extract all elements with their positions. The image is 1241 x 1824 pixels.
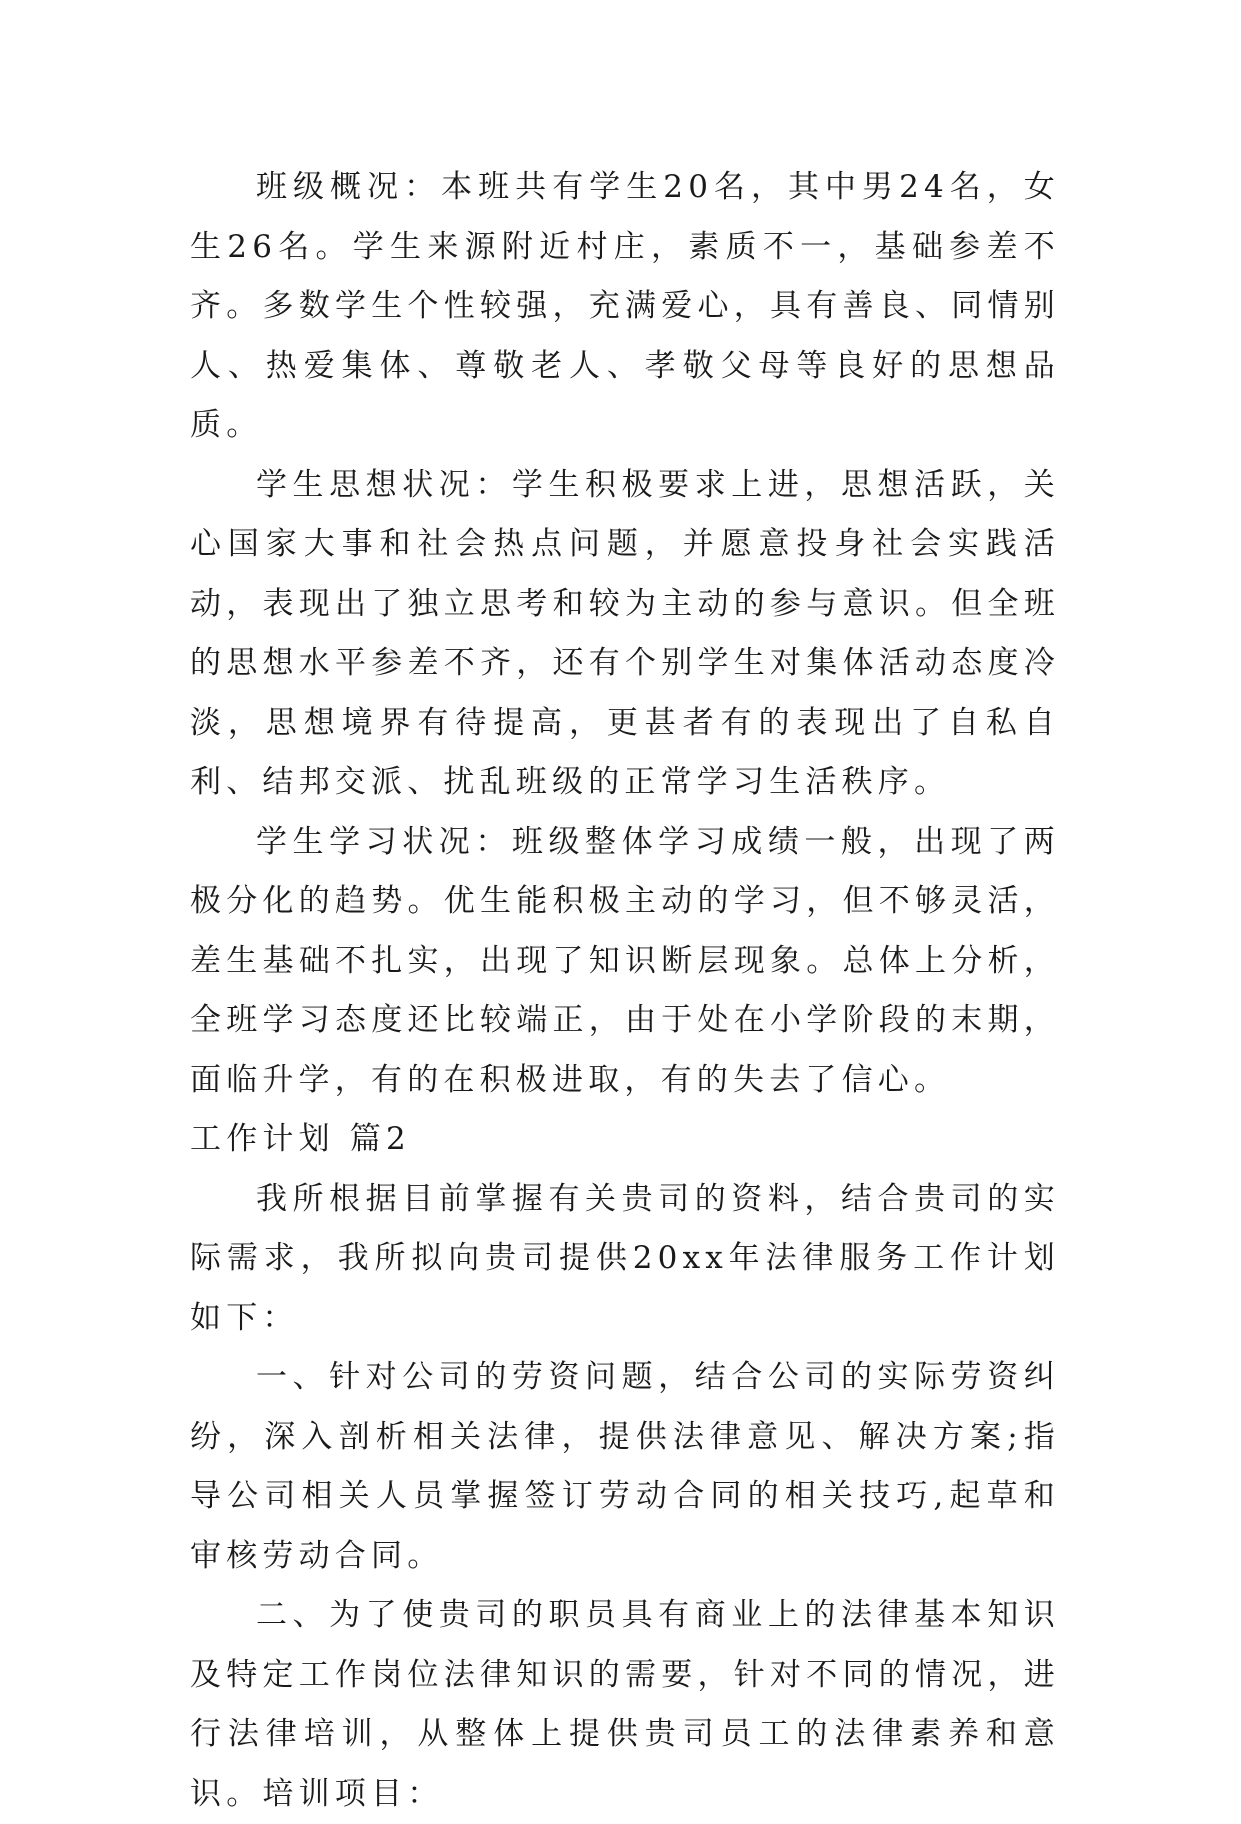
paragraph-student-thinking: 学生思想状况：学生积极要求上进，思想活跃，关心国家大事和社会热点问题，并愿意投身社会实践活动，表现出了独立思考和较为主动的参与意识。但全班的思想水平参差不齐，还有个别学生对集体活动态度冷淡，思想境界有待提高，更甚者有的表现出了自私自利、结邦交派、扰乱班级的正常学习生活秩序。 [190,466,1060,800]
paragraph-class-overview: 班级概况：本班共有学生20名，其中男24名，女生26名。学生来源附近村庄，素质不一，基础参差不齐。多数学生个性较强，充满爱心，具有善良、同情别人、热爱集体、尊敬老人、孝敬父母等良好的思想品质。 [190,169,1060,443]
paragraph-student-study: 学生学习状况：班级整体学习成绩一般，出现了两极分化的趋势。优生能积极主动的学习，但不够灵活，差生基础不扎实，出现了知识断层现象。总体上分析，全班学习态度还比较端正，由于处在小学阶段的末期，面临升学，有的在积极进取，有的失去了信心。 [190,823,1060,1098]
section-heading: 工作计划 篇2 [190,1121,411,1157]
document-body [190,158,1060,1824]
paragraph-plan-item-2: 二、为了使贵司的职员具有商业上的法律基本知识及特定工作岗位法律知识的需要，针对不同的情况，进行法律培训，从整体上提供贵司员工的法律素养和意识。培训项目： [190,1597,1060,1812]
paragraph-plan-item-1: 一、针对公司的劳资问题，结合公司的实际劳资纠纷，深入剖析相关法律，提供法律意见、解决方案;指导公司相关人员掌握签订劳动合同的相关技巧,起草和审核劳动合同。 [190,1359,1060,1574]
paragraph-plan-intro: 我所根据目前掌握有关贵司的资料，结合贵司的实际需求，我所拟向贵司提供20xx年法律服务工作计划如下： [190,1180,1060,1336]
